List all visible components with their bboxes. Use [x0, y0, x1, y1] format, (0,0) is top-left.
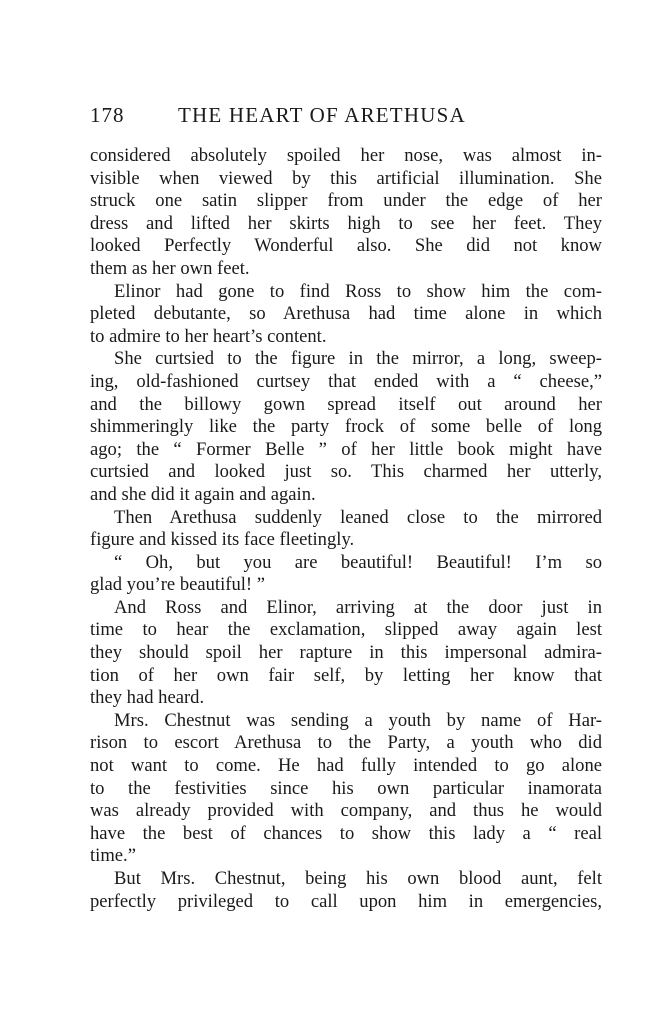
text-line: them as her own feet. — [90, 257, 250, 279]
text-line: time to hear the exclamation, slipped away again lest — [90, 619, 602, 641]
text-line: and the billowy gown spread itself out around her — [90, 393, 602, 415]
text-line: And Ross and Elinor, arriving at the door just in — [114, 596, 602, 618]
running-head — [90, 100, 610, 130]
text-line: was already provided with company, and thus he would — [90, 800, 602, 822]
text-line: dress and lifted her skirts high to see her feet. They — [90, 212, 602, 234]
book-title: THE HEART OF ARETHUSA — [178, 103, 466, 127]
text-line: figure and kissed its face fleetingly. — [90, 529, 355, 551]
text-line: “ Oh, but you are beautiful! Beautiful! I’m so — [114, 551, 602, 573]
text-line: to admire to her heart’s content. — [90, 325, 327, 347]
text-line: ing, old-fashioned curtsey that ended with a “ cheese,” — [90, 370, 602, 392]
text-line: rison to escort Arethusa to the Party, a youth who did — [90, 732, 602, 754]
text-line: tion of her own fair self, by letting her know that — [90, 664, 602, 686]
text-line: they should spoil her rapture in this impersonal admira- — [90, 642, 602, 664]
text-line: have the best of chances to show this lady a “ real — [90, 822, 602, 844]
text-line: they had heard. — [90, 687, 205, 709]
text-line: to the festivities since his own particular inamorata — [90, 777, 602, 799]
text-line: pleted debutante, so Arethusa had time alone in which — [90, 303, 602, 325]
text-line: time.” — [90, 845, 136, 867]
text-line: looked Perfectly Wonderful also. She did not know — [90, 235, 602, 257]
text-line: glad you’re beautiful! ” — [90, 574, 266, 596]
text-line: Mrs. Chestnut was sending a youth by name of Har- — [114, 709, 602, 731]
text-line: considered absolutely spoiled her nose, was almost in- — [90, 145, 602, 166]
text-line: ago; the “ Former Belle ” of her little book might have — [90, 438, 602, 460]
text-line: She curtsied to the figure in the mirror, a long, sweep- — [114, 348, 602, 370]
text-line: shimmeringly like the party frock of some belle of long — [90, 416, 602, 438]
body-text — [90, 145, 602, 913]
text-line: But Mrs. Chestnut, being his own blood aunt, felt — [114, 868, 602, 889]
text-line: and she did it again and again. — [90, 483, 316, 505]
page-number: 178 — [90, 103, 125, 127]
text-line: struck one satin slipper from under the edge of her — [90, 190, 602, 212]
text-line: curtsied and looked just so. This charmed her utterly, — [90, 461, 602, 483]
text-line: perfectly privileged to call upon him in emergencies, — [90, 890, 602, 912]
text-line: not want to come. He had fully intended to go alone — [90, 755, 602, 777]
text-line: Then Arethusa suddenly leaned close to the mirrored — [114, 506, 602, 528]
text-line: Elinor had gone to find Ross to show him the com- — [114, 280, 602, 302]
text-line: visible when viewed by this artificial illumination. She — [90, 167, 602, 189]
